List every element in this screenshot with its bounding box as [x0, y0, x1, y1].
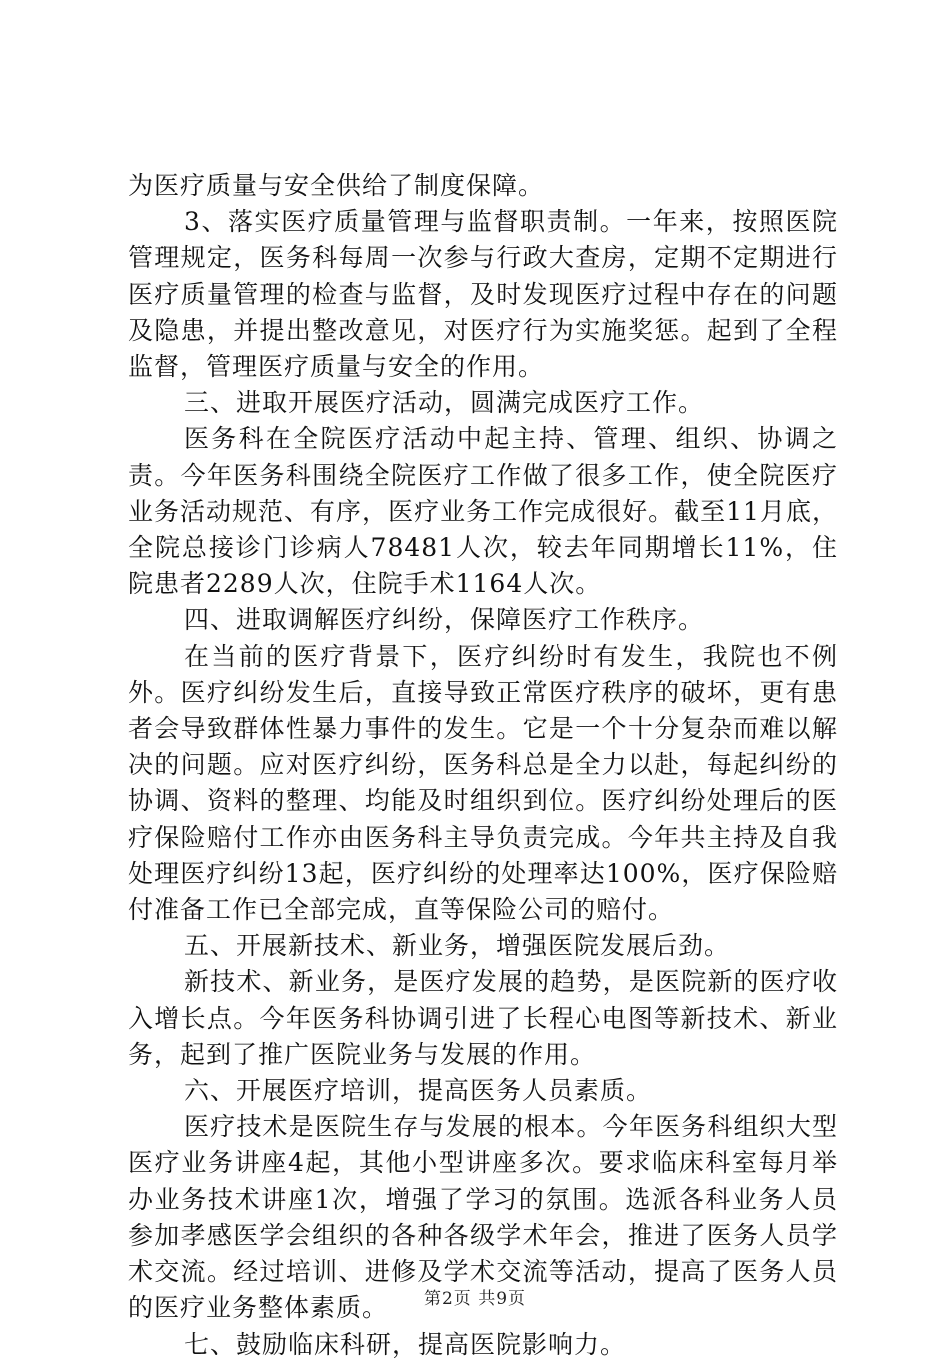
paragraph-disputes: 在当前的医疗背景下，医疗纠纷时有发生，我院也不例外。医疗纠纷发生后，直接导致正常医疗秩序的破坏，更有患者会导致群体性暴力事件的发生。它是一个十分复杂而难以解决的问题。应对医疗纠纷，医务科总是全力以赴，每起纠纷的协调、资料的整理、均能及时组织到位。医疗纠纷处理后的医疗保险赔付工作亦由医务科主导负责完成。今年共主持及自我处理医疗纠纷13起，医疗纠纷的处理率达100%，医疗保险赔付准备工作已全部完成，直等保险公司的赔付。 — [128, 641, 838, 925]
paragraph-continuation: 为医疗质量与安全供给了制度保障。 — [128, 171, 545, 200]
section-heading-7: 七、鼓励临床科研，提高医院影响力。 — [184, 1329, 627, 1359]
page-number-footer: 第2页 共9页 — [423, 1289, 527, 1309]
section-heading-4: 四、进取调解医疗纠纷，保障医疗工作秩序。 — [184, 605, 705, 635]
paragraph-training: 医疗技术是医院生存与发展的根本。今年医务科组织大型医疗业务讲座4起，其他小型讲座多次。要求临床科室每月举办业务技术讲座1次，增强了学习的氛围。选派各科业务人员参加孝感医学会组织的各种各级学术年会，推进了医务人员学术交流。经过培训、进修及学术交流等活动，提高了医务人员的医疗业务整体素质。 — [128, 1112, 838, 1323]
section-heading-3: 三、进取开展医疗活动，圆满完成医疗工作。 — [184, 388, 705, 418]
paragraph-item-3: 3、落实医疗质量管理与监督职责制。一年来，按照医院管理规定，医务科每周一次参与行政大查房，定期不定期进行医疗质量管理的检查与监督，及时发现医疗过程中存在的问题及隐患，并提出整改意见，对医疗行为实施奖惩。起到了全程监督，管理医疗质量与安全的作用。 — [128, 207, 838, 382]
document-body — [128, 168, 838, 1363]
paragraph-new-tech: 新技术、新业务，是医疗发展的趋势，是医院新的医疗收入增长点。今年医务科协调引进了长程心电图等新技术、新业务，起到了推广医院业务与发展的作用。 — [128, 967, 838, 1069]
section-heading-6: 六、开展医疗培训，提高医务人员素质。 — [184, 1076, 653, 1106]
paragraph-medical-activities: 医务科在全院医疗活动中起主持、管理、组织、协调之责。今年医务科围绕全院医疗工作做了很多工作，使全院医疗业务活动规范、有序，医疗业务工作完成很好。截至11月底，全院总接诊门诊病人78481人次，较去年同期增长11%，住院患者2289人次，住院手术1164人次。 — [128, 424, 838, 599]
section-heading-5: 五、开展新技术、新业务，增强医院发展后劲。 — [184, 931, 731, 961]
